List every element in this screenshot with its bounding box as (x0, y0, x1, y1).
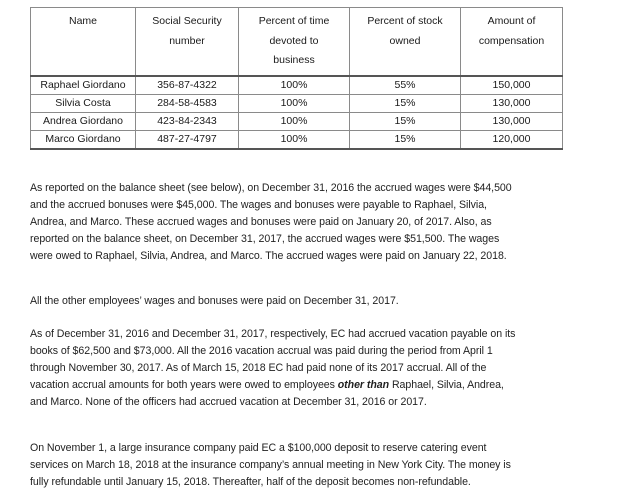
cell-name: Andrea Giordano (31, 112, 136, 130)
cell-ssn: 284-58-4583 (136, 94, 239, 112)
cell-percent-time: 100% (239, 94, 350, 112)
header-percent-of-time: Percent of time devoted to business (239, 8, 350, 76)
cell-percent-stock: 15% (350, 130, 461, 149)
table-row (31, 130, 563, 149)
header-name: Name (31, 8, 136, 76)
header-amount-of-compensation: Amount of compensation (461, 8, 563, 76)
emphasis-other-than: other than (337, 379, 390, 391)
paragraph-accrued-vacation: As of December 31, 2016 and December 31, 2017, respectively, EC had accrued vacation payable on its books of $62,500 and $73,000. All the 2016 vacation accrual was paid during the period from April 1 through November 30, 2017. As of March 15, 2018 EC had paid none of its 2017 accrual. All of the vacation accrual amounts for both years were owed to employees other than Raphael, Silvia, Andrea, and Marco. None of the officers had accrued vacation at December 31, 2016 or 2017. (30, 328, 516, 408)
cell-percent-stock: 15% (350, 112, 461, 130)
paragraph-insurance-deposit: On November 1, a large insurance company paid EC a $100,000 deposit to reserve catering event services on March 18, 2018 at the insurance company’s annual meeting in New York City. The money is fully refundable until January 15, 2018. Thereafter, half of the deposit becomes non-refundable. (30, 442, 511, 488)
cell-percent-time: 100% (239, 112, 350, 130)
table-row (31, 112, 563, 130)
cell-percent-stock: 55% (350, 76, 461, 95)
cell-compensation: 130,000 (461, 112, 563, 130)
table-row (31, 94, 563, 112)
header-percent-of-stock: Percent of stock owned (350, 8, 461, 76)
cell-compensation: 150,000 (461, 76, 563, 95)
table-header-row (31, 8, 563, 76)
cell-percent-time: 100% (239, 130, 350, 149)
cell-name: Marco Giordano (31, 130, 136, 149)
officer-compensation-table (30, 7, 563, 150)
header-social-security-number: Social Security number (136, 8, 239, 76)
paragraph-other-employees: All the other employees’ wages and bonuses were paid on December 31, 2017. (30, 295, 399, 307)
cell-ssn: 423-84-2343 (136, 112, 239, 130)
cell-ssn: 356-87-4322 (136, 76, 239, 95)
cell-name: Raphael Giordano (31, 76, 136, 95)
cell-name: Silvia Costa (31, 94, 136, 112)
paragraph-accrued-wages: As reported on the balance sheet (see below), on December 31, 2016 the accrued wages were $44,500 and the accrued bonuses were $45,000. The wages and bonuses were payable to Raphael, Silvia, Andrea, and Marco. These accrued wages and bonuses were paid on January 20, of 2017. Also, as reported on the balance sheet, on December 31, 2017, the accrued wages were $51,500. The wages were owed to Raphael, Silvia, Andrea, and Marco. The accrued wages were paid on January 22, 2018. (30, 182, 512, 262)
cell-percent-time: 100% (239, 76, 350, 95)
cell-compensation: 120,000 (461, 130, 563, 149)
cell-ssn: 487-27-4797 (136, 130, 239, 149)
cell-compensation: 130,000 (461, 94, 563, 112)
cell-percent-stock: 15% (350, 94, 461, 112)
table-row (31, 76, 563, 95)
